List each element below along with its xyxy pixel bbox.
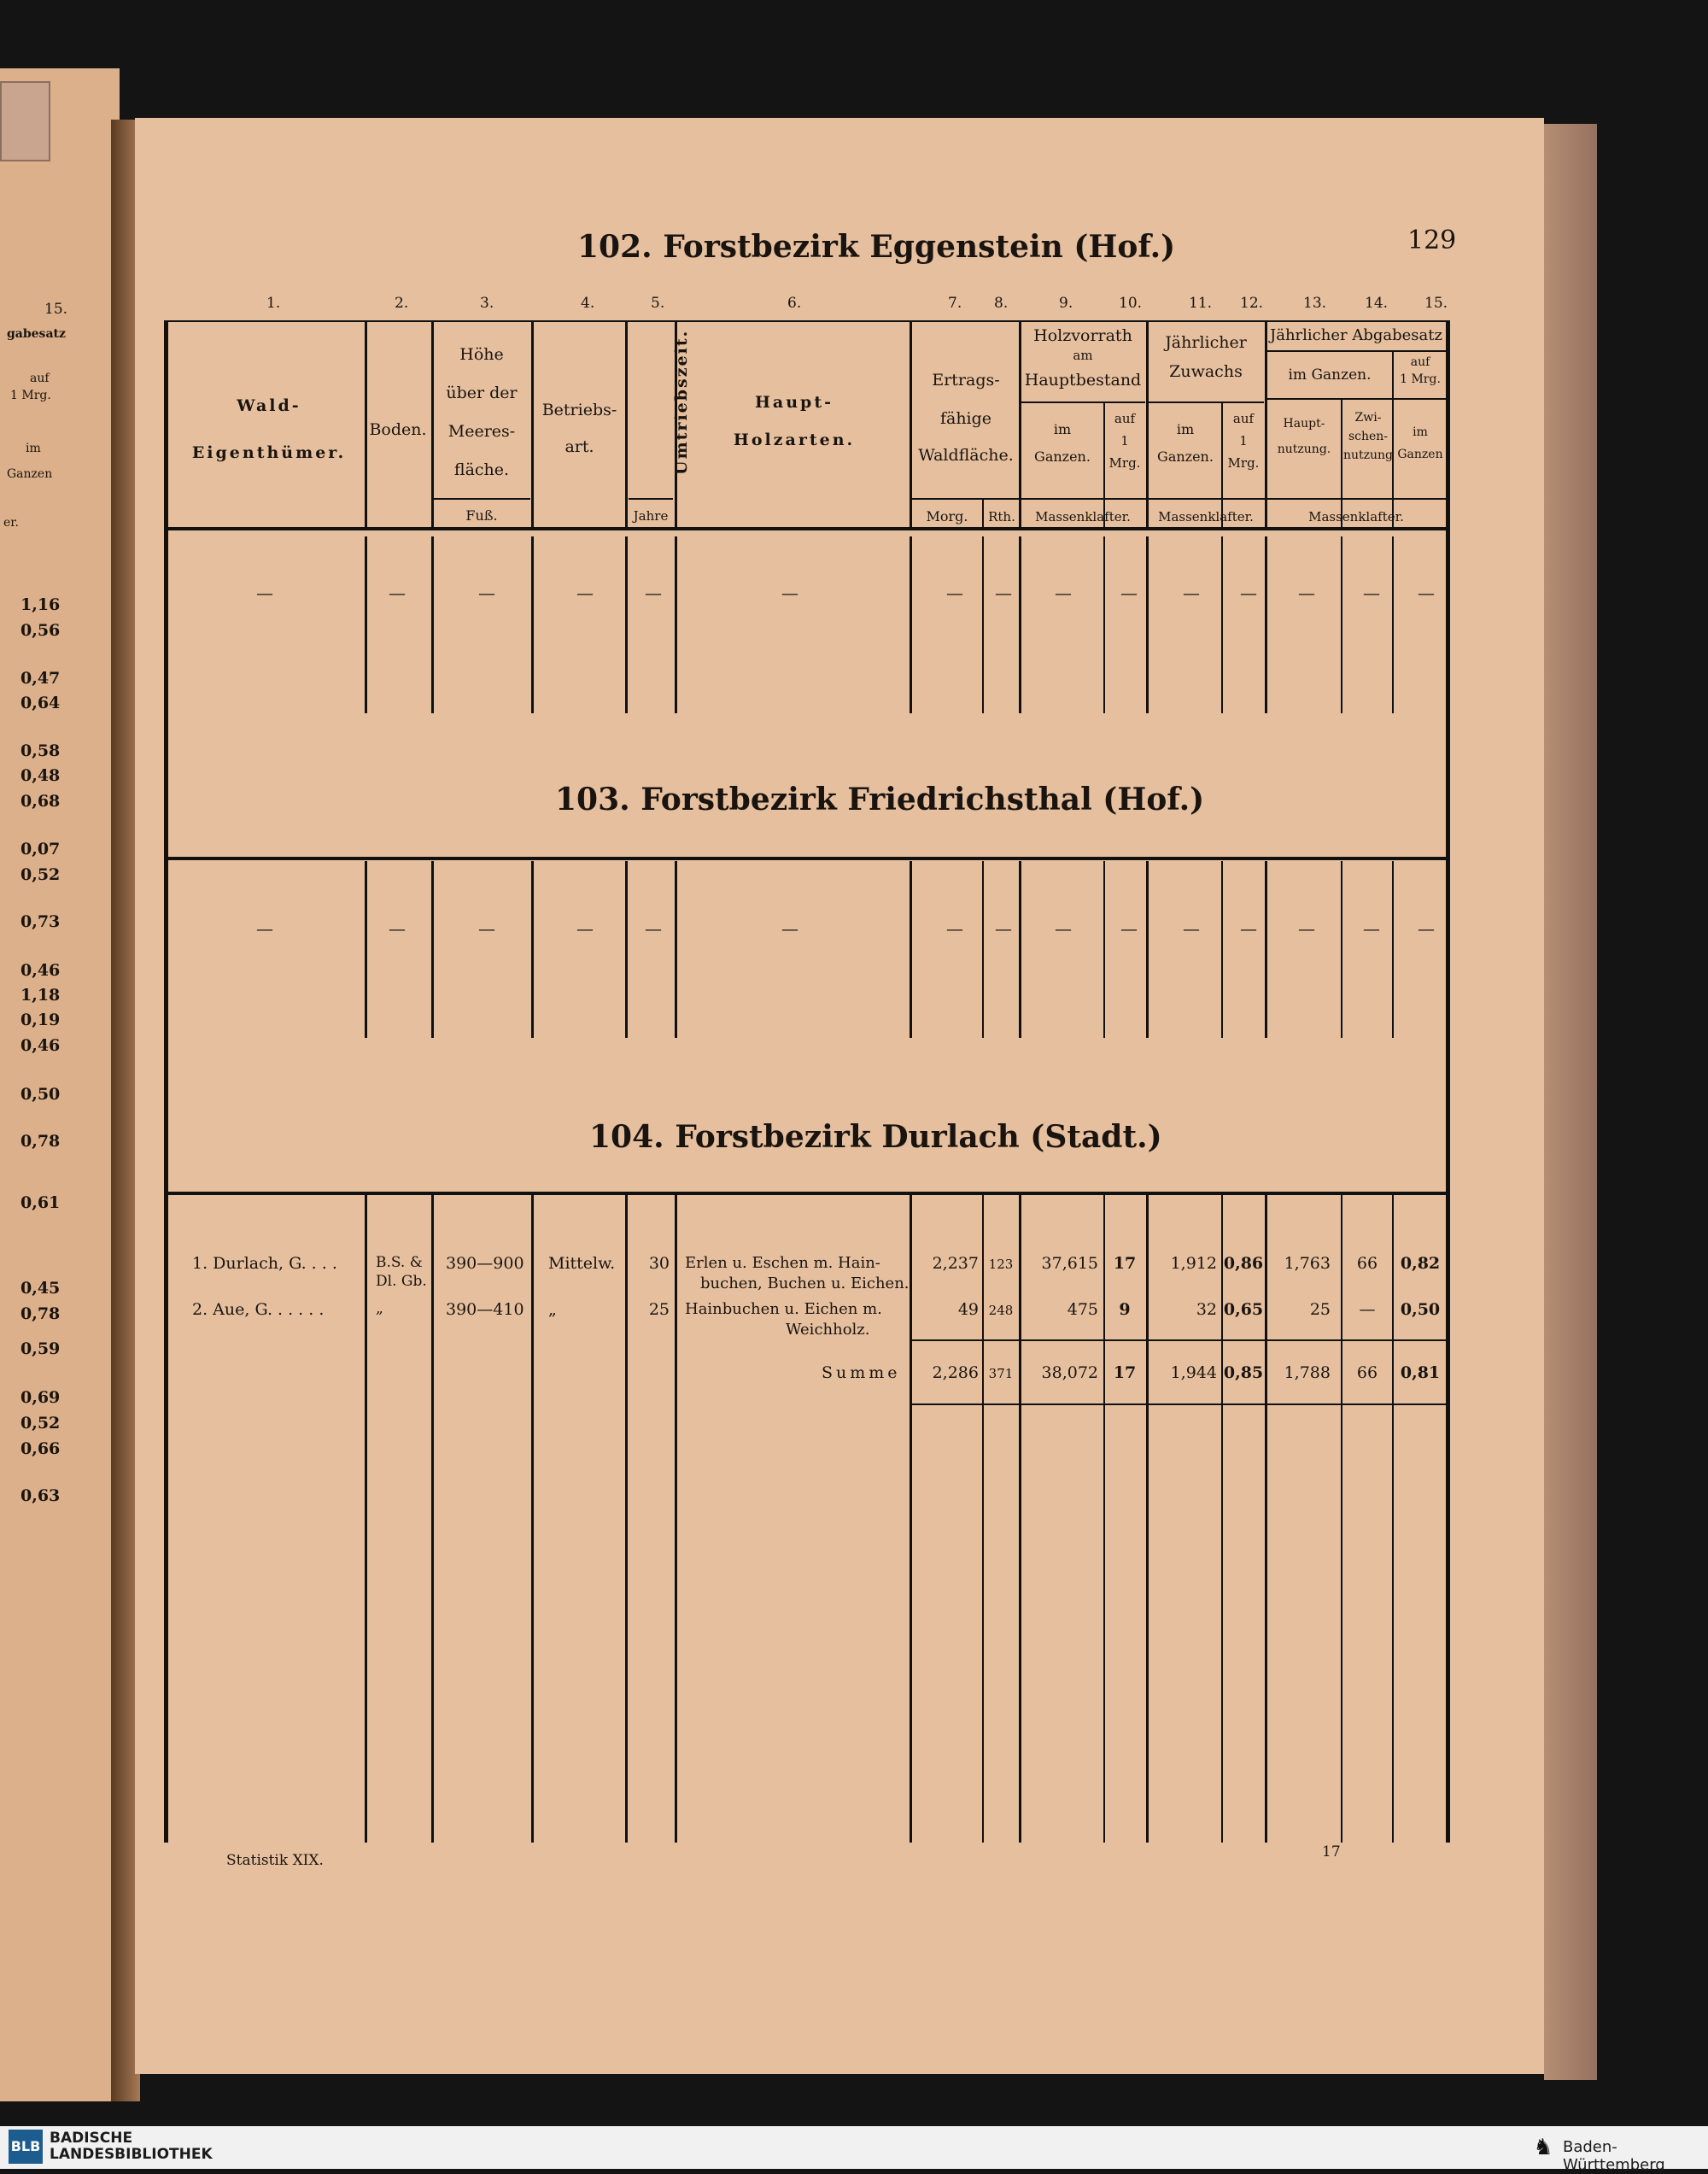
empty-dash: — <box>946 918 963 939</box>
empty-dash: — <box>256 583 273 603</box>
column-rule <box>531 1192 534 1843</box>
column-rule <box>675 536 677 713</box>
header-zuwachs-ganzen: Ganzen. <box>1157 448 1214 465</box>
header-hauptnutzung-1: Haupt- <box>1283 417 1325 431</box>
section-title-103: 103. Forstbezirk Friedrichsthal (Hof.) <box>555 782 1205 817</box>
summe-vorrath-mrg: 17 <box>1113 1363 1137 1382</box>
header-abgabe-ganzen: Ganzen <box>1397 448 1443 461</box>
row-zuwachs: 32 <box>1196 1300 1217 1319</box>
column-number: 8. <box>994 295 1009 312</box>
section-103-rule <box>167 857 1446 860</box>
column-number: 6. <box>787 295 802 312</box>
table-top-rule <box>167 320 1446 322</box>
row-hauptnutzung: 25 <box>1309 1300 1331 1319</box>
column-rule <box>1221 536 1223 713</box>
left-page-value: 0,73 <box>20 912 61 931</box>
empty-dash: — <box>256 918 273 939</box>
row-zuwachs: 1,912 <box>1170 1254 1217 1273</box>
header-wald-1: Wald- <box>237 396 301 415</box>
row-vorrath: 475 <box>1067 1300 1098 1319</box>
column-rule <box>1392 536 1394 713</box>
column-rule <box>1265 536 1267 713</box>
header-zwischennutzung-3: nutzung <box>1342 448 1394 462</box>
column-rule <box>982 861 984 1038</box>
column-rule <box>1146 861 1149 1038</box>
left-head-ganzen: Ganzen <box>7 467 53 481</box>
header-zwischennutzung-2: schen- <box>1348 430 1389 443</box>
column-rule <box>431 861 434 1038</box>
header-holzarten-2: Holzarten. <box>733 431 856 449</box>
column-number: 11. <box>1189 295 1213 312</box>
summe-bottom-rule <box>912 1403 1446 1405</box>
left-page-value: 0,48 <box>20 766 61 785</box>
left-page-tab <box>0 81 50 161</box>
column-rule <box>531 320 534 527</box>
empty-dash: — <box>576 583 594 603</box>
column-rule <box>675 861 677 1038</box>
header-zuwachs-1mrg-a: 1 <box>1239 433 1248 448</box>
row-ruthen: 248 <box>988 1303 1014 1318</box>
header-vorrath-3: Hauptbestand <box>1024 371 1142 390</box>
header-flaeche-1: Ertrags- <box>932 371 1000 390</box>
column-rule <box>910 861 912 1038</box>
header-vorrath-1mrg-a: 1 <box>1120 433 1129 448</box>
left-page-value: 0,59 <box>20 1339 61 1358</box>
unit-row-rule <box>912 498 1446 500</box>
row-betriebsart: Mittelw. <box>548 1254 616 1273</box>
abgabe-sub-rule <box>1267 350 1446 352</box>
header-flaeche-rth: Rth. <box>988 509 1015 524</box>
left-page-value: 0,61 <box>20 1193 61 1212</box>
header-vorrath-auf: auf <box>1114 411 1136 426</box>
left-page-value: 0,78 <box>20 1304 61 1323</box>
column-rule <box>1221 1192 1223 1843</box>
row-holzarten-2: Weichholz. <box>786 1321 870 1339</box>
left-page-value: 0,07 <box>20 840 61 858</box>
header-vorrath-im: im <box>1053 421 1072 437</box>
header-hoehe-2: über der <box>446 384 518 402</box>
left-page-value: 0,45 <box>20 1279 61 1298</box>
empty-dash: — <box>645 918 662 939</box>
column-rule <box>1265 1192 1267 1843</box>
empty-dash: — <box>781 918 798 939</box>
header-klafter-zuwachs: Massenklafter. <box>1158 509 1254 524</box>
left-page-value: 1,18 <box>20 986 61 1005</box>
footer-bar <box>0 2126 1708 2169</box>
column-number: 14. <box>1365 295 1389 312</box>
column-rule <box>1146 1192 1149 1843</box>
header-abgabe-im-ganzen: im Ganzen. <box>1288 366 1372 384</box>
blb-name <box>50 2130 237 2163</box>
vorrath-sub-rule <box>1021 401 1145 403</box>
empty-dash: — <box>645 583 662 603</box>
column-rule <box>1019 536 1021 713</box>
left-col-number: 15. <box>44 301 68 318</box>
header-flaeche-morg: Morg. <box>926 508 968 524</box>
column-number: 13. <box>1303 295 1327 312</box>
column-rule <box>365 536 367 713</box>
header-abgabe-im: im <box>1413 425 1428 439</box>
abgabe-sub-rule-2 <box>1267 398 1446 400</box>
column-rule <box>982 1192 984 1843</box>
page-number: 129 <box>1407 226 1457 255</box>
row-vorrath-mrg: 17 <box>1113 1254 1137 1273</box>
table-left-border <box>164 320 168 1843</box>
row-boden: „ <box>376 1300 383 1317</box>
header-vorrath-1: Holzvorrath <box>1033 326 1132 345</box>
column-rule <box>1146 536 1149 713</box>
column-number: 9. <box>1059 295 1073 312</box>
header-hoehe-4: fläche. <box>453 460 510 479</box>
footer-statistik: Statistik XIX. <box>226 1852 324 1869</box>
empty-dash: — <box>478 918 495 939</box>
zuwachs-sub-rule <box>1149 401 1264 403</box>
header-zuwachs-2: Zuwachs <box>1169 362 1243 381</box>
column-number: 1. <box>266 295 281 312</box>
empty-dash: — <box>1298 583 1315 603</box>
column-rule <box>910 536 912 713</box>
empty-dash: — <box>1240 583 1257 603</box>
section-104-rule <box>167 1192 1446 1195</box>
left-page-value: 0,69 <box>20 1388 61 1407</box>
left-page-value: 0,68 <box>20 792 61 811</box>
empty-dash: — <box>1183 583 1200 603</box>
empty-dash: — <box>389 583 406 603</box>
row-hauptnutzung: 1,763 <box>1284 1254 1331 1273</box>
left-page-value: 0,50 <box>20 1085 61 1104</box>
column-rule <box>982 536 984 713</box>
empty-dash: — <box>1298 918 1315 939</box>
row-morgen: 2,237 <box>932 1254 979 1273</box>
column-number: 5. <box>651 295 665 312</box>
header-hauptnutzung-2: nutzung. <box>1277 442 1331 456</box>
column-rule <box>1392 861 1394 1038</box>
left-page-value: 0,78 <box>20 1132 61 1151</box>
column-rule <box>1103 1192 1105 1843</box>
row-morgen: 49 <box>957 1300 979 1319</box>
header-flaeche-3: Waldfläche. <box>918 446 1014 465</box>
column-number: 15. <box>1424 295 1448 312</box>
left-head-klafter: er. <box>3 516 19 530</box>
summe-abgabe-mrg: 0,81 <box>1400 1363 1441 1382</box>
header-abgabe-auf: auf <box>1410 355 1430 369</box>
left-head-im: im <box>26 442 41 455</box>
summe-vorrath: 38,072 <box>1041 1363 1098 1382</box>
empty-dash: — <box>478 583 495 603</box>
left-page-value: 0,47 <box>20 669 61 688</box>
blb-name-line2: LANDESBIBLIOTHEK <box>50 2146 213 2163</box>
column-rule <box>1103 536 1105 713</box>
header-abgabesatz: Jährlicher Abgabesatz <box>1270 326 1442 344</box>
column-rule <box>1019 1192 1021 1843</box>
empty-dash: — <box>1240 918 1257 939</box>
summe-hauptnutzung: 1,788 <box>1284 1363 1331 1382</box>
row-vorrath-mrg: 9 <box>1119 1300 1131 1319</box>
empty-dash: — <box>1418 918 1435 939</box>
column-rule <box>1221 861 1223 1038</box>
row-holzarten: Erlen u. Eschen m. Hain- <box>685 1254 880 1272</box>
row-hoehe: 390—410 <box>446 1300 524 1319</box>
row-boden: B.S. & <box>376 1254 423 1271</box>
summe-top-rule <box>912 1339 1446 1341</box>
left-head-mrg: 1 Mrg. <box>10 389 51 402</box>
column-rule <box>1341 861 1342 1038</box>
left-head-abgabesatz: gabesatz <box>7 327 66 341</box>
left-page-value: 0,46 <box>20 961 61 980</box>
column-rule <box>431 536 434 713</box>
empty-dash: — <box>389 918 406 939</box>
empty-dash: — <box>1363 918 1380 939</box>
left-page-value: 0,52 <box>20 865 61 884</box>
header-vorrath-ganzen: Ganzen. <box>1034 448 1091 465</box>
column-rule <box>431 1192 434 1843</box>
left-page-value: 0,64 <box>20 694 61 712</box>
left-page-value: 0,66 <box>20 1439 61 1458</box>
summe-label: Summe <box>822 1363 901 1382</box>
column-number: 4. <box>581 295 595 312</box>
header-hoehe-1: Höhe <box>459 345 504 364</box>
row-holzarten: Hainbuchen u. Eichen m. <box>685 1300 882 1318</box>
section-title-102: 102. Forstbezirk Eggenstein (Hof.) <box>577 229 1176 265</box>
row-boden-2: Dl. Gb. <box>376 1273 427 1290</box>
left-page-value: 0,63 <box>20 1486 61 1505</box>
hoehe-unit-rule <box>434 498 530 500</box>
empty-dash: — <box>946 583 963 603</box>
header-umtrieb-unit: Jahre <box>633 508 669 524</box>
row-vorrath: 37,615 <box>1041 1254 1098 1273</box>
header-zuwachs-im: im <box>1176 421 1195 437</box>
row-owner: 1. Durlach, G. . . . <box>192 1254 337 1273</box>
table-right-border <box>1446 320 1450 1843</box>
row-zwischennutzung: — <box>1359 1300 1376 1319</box>
column-number: 3. <box>480 295 494 312</box>
column-number: 12. <box>1240 295 1264 312</box>
empty-dash: — <box>1418 583 1435 603</box>
column-rule <box>531 536 534 713</box>
empty-dash: — <box>576 918 594 939</box>
row-zwischennutzung: 66 <box>1356 1254 1378 1273</box>
empty-dash: — <box>1120 918 1138 939</box>
column-rule <box>1341 536 1342 713</box>
empty-dash: — <box>995 583 1012 603</box>
empty-dash: — <box>1183 918 1200 939</box>
column-rule <box>1392 1192 1394 1843</box>
header-vorrath-2: am <box>1073 348 1093 363</box>
row-ruthen: 123 <box>988 1257 1014 1272</box>
empty-dash: — <box>1055 918 1072 939</box>
column-rule <box>625 320 628 527</box>
left-page-value: 0,56 <box>20 621 61 640</box>
column-rule <box>1265 861 1267 1038</box>
header-klafter-abgabe: Massenklafter. <box>1308 509 1404 524</box>
umtrieb-unit-rule <box>629 498 673 500</box>
left-page-value: 1,16 <box>20 595 61 614</box>
blb-logo: BLB <box>9 2130 43 2164</box>
empty-dash: — <box>1120 583 1138 603</box>
column-rule <box>365 1192 367 1843</box>
row-abgabe-mrg: 0,50 <box>1400 1300 1441 1319</box>
column-number: 7. <box>948 295 962 312</box>
header-flaeche-2: fähige <box>939 409 992 428</box>
header-holzarten-1: Haupt- <box>754 393 834 412</box>
column-rule <box>625 1192 628 1843</box>
header-betriebsart-2: art. <box>564 437 594 456</box>
row-abgabe-mrg: 0,82 <box>1400 1254 1441 1273</box>
summe-morgen: 2,286 <box>932 1363 979 1382</box>
header-zuwachs-1mrg-b: Mrg. <box>1227 455 1260 471</box>
empty-dash: — <box>1055 583 1072 603</box>
row-zuwachs-mrg: 0,65 <box>1223 1300 1264 1319</box>
header-umtriebszeit: Umtriebszeit. <box>672 329 691 475</box>
header-hoehe-unit: Fuß. <box>465 507 498 524</box>
row-hoehe: 390—900 <box>446 1254 524 1273</box>
left-page-value: 0,46 <box>20 1036 61 1055</box>
left-page-value: 0,19 <box>20 1011 61 1029</box>
left-head-auf: auf <box>30 372 50 385</box>
bw-label: Baden-Württemberg <box>1563 2138 1665 2174</box>
column-number: 2. <box>395 295 409 312</box>
header-klafter-vorrath: Massenklafter. <box>1035 509 1131 524</box>
left-page-value: 0,52 <box>20 1414 61 1433</box>
header-hoehe-3: Meeres- <box>447 422 516 441</box>
empty-dash: — <box>1363 583 1380 603</box>
header-boden: Boden. <box>369 420 427 439</box>
column-number: 10. <box>1119 295 1143 312</box>
row-umtrieb: 30 <box>648 1254 670 1273</box>
row-zuwachs-mrg: 0,86 <box>1223 1254 1264 1273</box>
empty-dash: — <box>995 918 1012 939</box>
summe-zuwachs: 1,944 <box>1170 1363 1217 1382</box>
column-rule <box>625 861 628 1038</box>
summe-ruthen: 371 <box>988 1366 1014 1381</box>
summe-zwischennutzung: 66 <box>1356 1363 1378 1382</box>
header-wald-2: Eigenthümer. <box>191 443 347 462</box>
row-betriebsart: „ <box>548 1300 557 1319</box>
page-edge <box>1544 124 1597 2080</box>
column-rule <box>910 1192 912 1843</box>
blb-name-line1: BADISCHE <box>50 2130 133 2147</box>
column-rule <box>675 1192 677 1843</box>
section-title-104: 104. Forstbezirk Durlach (Stadt.) <box>589 1119 1162 1155</box>
header-zuwachs-auf: auf <box>1232 411 1255 426</box>
column-rule <box>531 861 534 1038</box>
column-rule <box>625 536 628 713</box>
footer-signature: 17 <box>1322 1843 1341 1860</box>
header-zuwachs-1: Jährlicher <box>1165 333 1247 352</box>
header-betriebsart-1: Betriebs- <box>541 401 617 419</box>
lion-crest-icon: ♞ <box>1533 2135 1553 2160</box>
column-rule <box>1019 861 1021 1038</box>
row-owner: 2. Aue, G. . . . . . <box>192 1300 325 1319</box>
left-page-value: 0,58 <box>20 741 61 760</box>
row-umtrieb: 25 <box>648 1300 670 1319</box>
column-rule <box>365 861 367 1038</box>
column-rule <box>1103 861 1105 1038</box>
header-zwischennutzung-1: Zwi- <box>1354 411 1382 425</box>
summe-zuwachs-mrg: 0,85 <box>1223 1363 1264 1382</box>
column-rule <box>1341 1192 1342 1843</box>
header-abgabe-1mrg: 1 Mrg. <box>1400 372 1441 386</box>
empty-dash: — <box>781 583 798 603</box>
header-vorrath-1mrg-b: Mrg. <box>1108 455 1141 471</box>
row-holzarten-2: buchen, Buchen u. Eichen. <box>700 1275 910 1292</box>
